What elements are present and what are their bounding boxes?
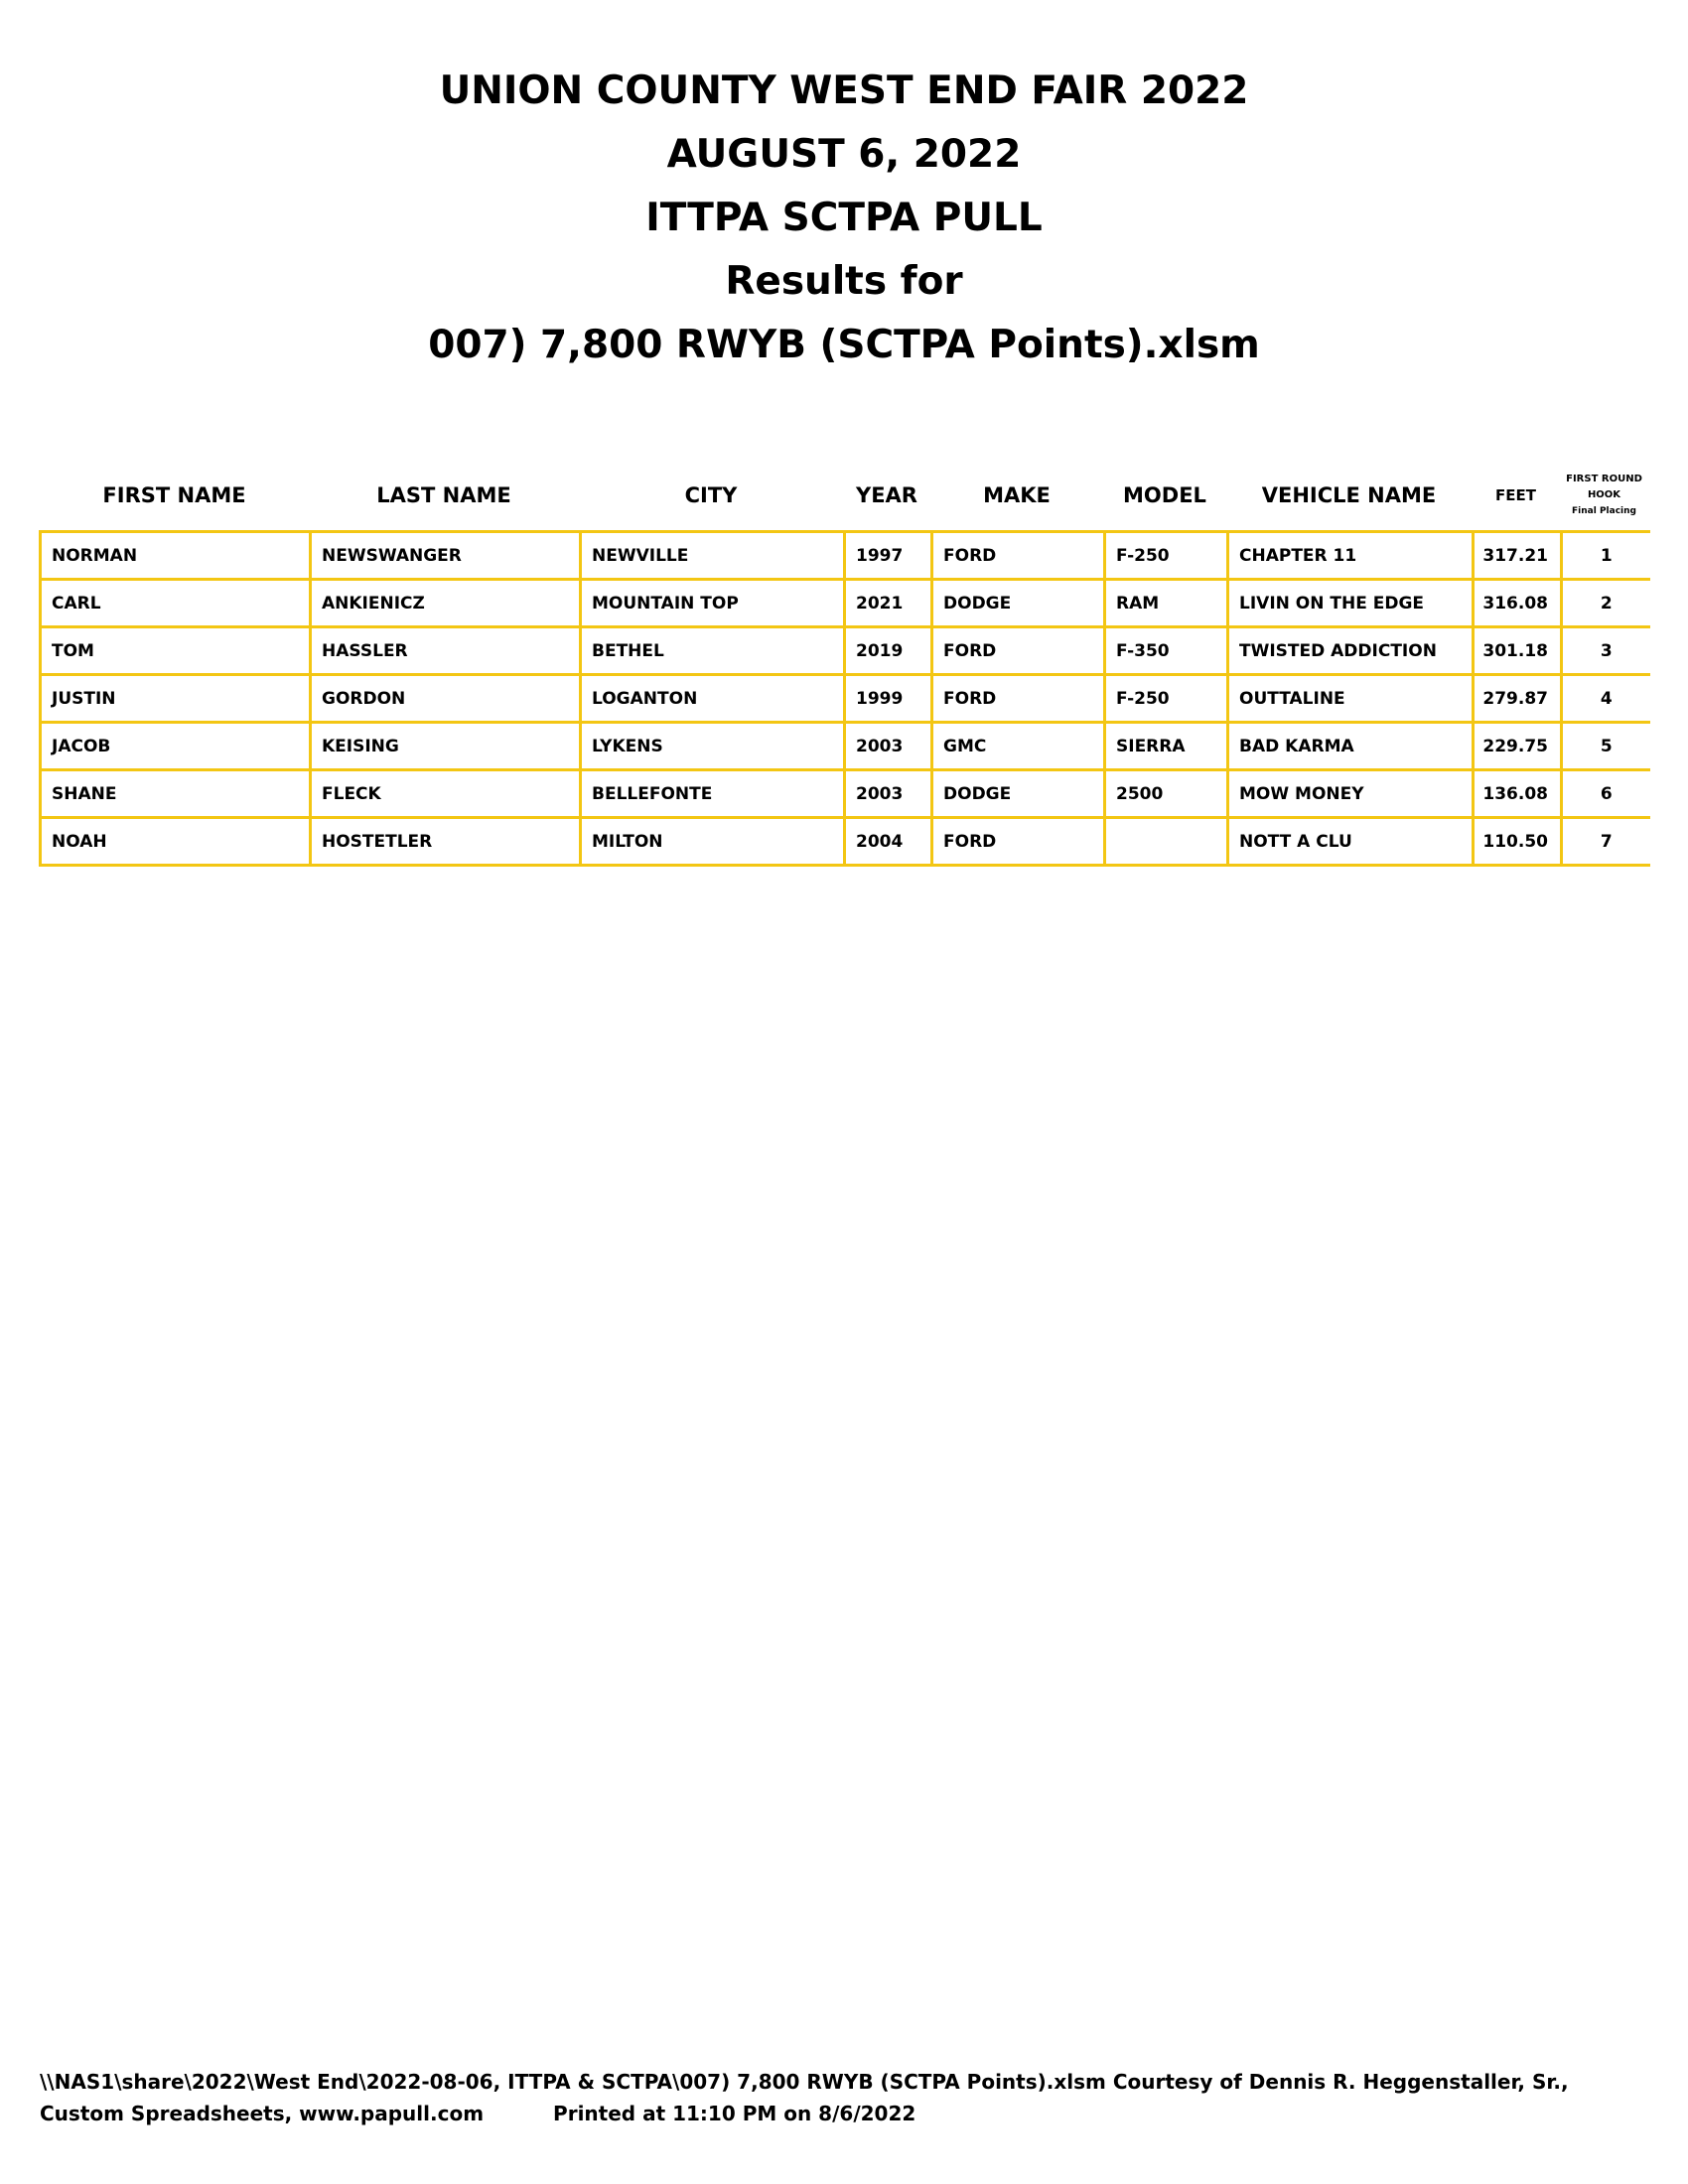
title-pull: ITTPA SCTPA PULL bbox=[645, 196, 1043, 240]
cell-year: 2019 bbox=[845, 627, 932, 675]
header-placing-line2: HOOK bbox=[1587, 489, 1621, 500]
title-class-file: 007) 7,800 RWYB (SCTPA Points).xlsm bbox=[428, 323, 1260, 367]
title-results-for: Results for bbox=[725, 259, 963, 304]
page-footer bbox=[40, 2066, 1668, 2129]
cell-last-name: HASSLER bbox=[311, 627, 581, 675]
cell-final-placing: 3 bbox=[1562, 627, 1650, 675]
cell-make: FORD bbox=[932, 627, 1105, 675]
cell-make: GMC bbox=[932, 723, 1105, 770]
header-year: YEAR bbox=[856, 483, 917, 507]
cell-final-placing: 4 bbox=[1562, 675, 1650, 723]
cell-year: 1999 bbox=[845, 675, 932, 723]
cell-make: FORD bbox=[932, 818, 1105, 866]
cell-make: DODGE bbox=[932, 770, 1105, 818]
cell-year: 2003 bbox=[845, 723, 932, 770]
footer-file-path: \\NAS1\share\2022\West End\2022-08-06, ITTPA & SCTPA\007) 7,800 RWYB (SCTPA Points).xlsm Courtesy of Dennis R. Heggenstaller, Sr., bbox=[40, 2070, 1569, 2094]
cell-feet: 229.75 bbox=[1474, 723, 1562, 770]
cell-feet: 110.50 bbox=[1474, 818, 1562, 866]
cell-first-name: JACOB bbox=[41, 723, 311, 770]
cell-vehicle-name: CHAPTER 11 bbox=[1228, 532, 1474, 580]
cell-feet: 279.87 bbox=[1474, 675, 1562, 723]
header-city: CITY bbox=[684, 483, 738, 507]
cell-first-name: JUSTIN bbox=[41, 675, 311, 723]
table-row bbox=[41, 770, 1650, 818]
cell-final-placing: 6 bbox=[1562, 770, 1650, 818]
cell-year: 2003 bbox=[845, 770, 932, 818]
header-model: MODEL bbox=[1123, 483, 1206, 507]
cell-year: 2004 bbox=[845, 818, 932, 866]
cell-vehicle-name: BAD KARMA bbox=[1228, 723, 1474, 770]
table-row bbox=[41, 532, 1650, 580]
title-date: AUGUST 6, 2022 bbox=[666, 132, 1022, 177]
cell-vehicle-name: TWISTED ADDICTION bbox=[1228, 627, 1474, 675]
cell-model: F-250 bbox=[1105, 532, 1228, 580]
results-body bbox=[41, 532, 1650, 866]
footer-printed-at: Printed at 11:10 PM on 8/6/2022 bbox=[553, 2102, 916, 2125]
header-vehicle-name: VEHICLE NAME bbox=[1261, 483, 1437, 507]
cell-final-placing: 5 bbox=[1562, 723, 1650, 770]
cell-last-name: GORDON bbox=[311, 675, 581, 723]
cell-model: 2500 bbox=[1105, 770, 1228, 818]
cell-model: F-350 bbox=[1105, 627, 1228, 675]
column-header-row bbox=[40, 463, 1648, 528]
cell-city: MOUNTAIN TOP bbox=[581, 580, 845, 627]
cell-city: NEWVILLE bbox=[581, 532, 845, 580]
footer-line2 bbox=[40, 2098, 1668, 2129]
cell-last-name: ANKIENICZ bbox=[311, 580, 581, 627]
footer-credits: Custom Spreadsheets, www.papull.com bbox=[40, 2102, 485, 2125]
cell-first-name: NOAH bbox=[41, 818, 311, 866]
cell-feet: 136.08 bbox=[1474, 770, 1562, 818]
cell-last-name: HOSTETLER bbox=[311, 818, 581, 866]
cell-first-name: SHANE bbox=[41, 770, 311, 818]
table-row bbox=[41, 675, 1650, 723]
cell-city: LYKENS bbox=[581, 723, 845, 770]
cell-last-name: KEISING bbox=[311, 723, 581, 770]
header-first-name: FIRST NAME bbox=[102, 483, 246, 507]
report-title bbox=[0, 60, 1688, 377]
header-placing-line3: Final Placing bbox=[1572, 506, 1636, 516]
header-make: MAKE bbox=[983, 483, 1051, 507]
cell-city: BELLEFONTE bbox=[581, 770, 845, 818]
cell-final-placing: 2 bbox=[1562, 580, 1650, 627]
cell-model: SIERRA bbox=[1105, 723, 1228, 770]
table-row bbox=[41, 818, 1650, 866]
cell-vehicle-name: LIVIN ON THE EDGE bbox=[1228, 580, 1474, 627]
header-final-placing bbox=[1560, 463, 1648, 528]
table-row bbox=[41, 580, 1650, 627]
cell-first-name: CARL bbox=[41, 580, 311, 627]
cell-feet: 301.18 bbox=[1474, 627, 1562, 675]
cell-last-name: FLECK bbox=[311, 770, 581, 818]
cell-city: LOGANTON bbox=[581, 675, 845, 723]
header-last-name: LAST NAME bbox=[376, 483, 511, 507]
cell-make: FORD bbox=[932, 532, 1105, 580]
header-placing-line1: FIRST ROUND bbox=[1566, 474, 1642, 484]
cell-make: DODGE bbox=[932, 580, 1105, 627]
cell-vehicle-name: NOTT A CLU bbox=[1228, 818, 1474, 866]
cell-year: 1997 bbox=[845, 532, 932, 580]
cell-city: MILTON bbox=[581, 818, 845, 866]
cell-model: RAM bbox=[1105, 580, 1228, 627]
cell-final-placing: 7 bbox=[1562, 818, 1650, 866]
cell-vehicle-name: MOW MONEY bbox=[1228, 770, 1474, 818]
cell-last-name: NEWSWANGER bbox=[311, 532, 581, 580]
cell-feet: 317.21 bbox=[1474, 532, 1562, 580]
cell-model bbox=[1105, 818, 1228, 866]
cell-model: F-250 bbox=[1105, 675, 1228, 723]
title-event: UNION COUNTY WEST END FAIR 2022 bbox=[439, 68, 1249, 113]
header-feet: FEET bbox=[1495, 486, 1536, 504]
table-row bbox=[41, 723, 1650, 770]
cell-city: BETHEL bbox=[581, 627, 845, 675]
results-table bbox=[39, 530, 1650, 867]
cell-final-placing: 1 bbox=[1562, 532, 1650, 580]
table-row bbox=[41, 627, 1650, 675]
cell-vehicle-name: OUTTALINE bbox=[1228, 675, 1474, 723]
cell-make: FORD bbox=[932, 675, 1105, 723]
cell-first-name: TOM bbox=[41, 627, 311, 675]
cell-first-name: NORMAN bbox=[41, 532, 311, 580]
cell-year: 2021 bbox=[845, 580, 932, 627]
cell-feet: 316.08 bbox=[1474, 580, 1562, 627]
